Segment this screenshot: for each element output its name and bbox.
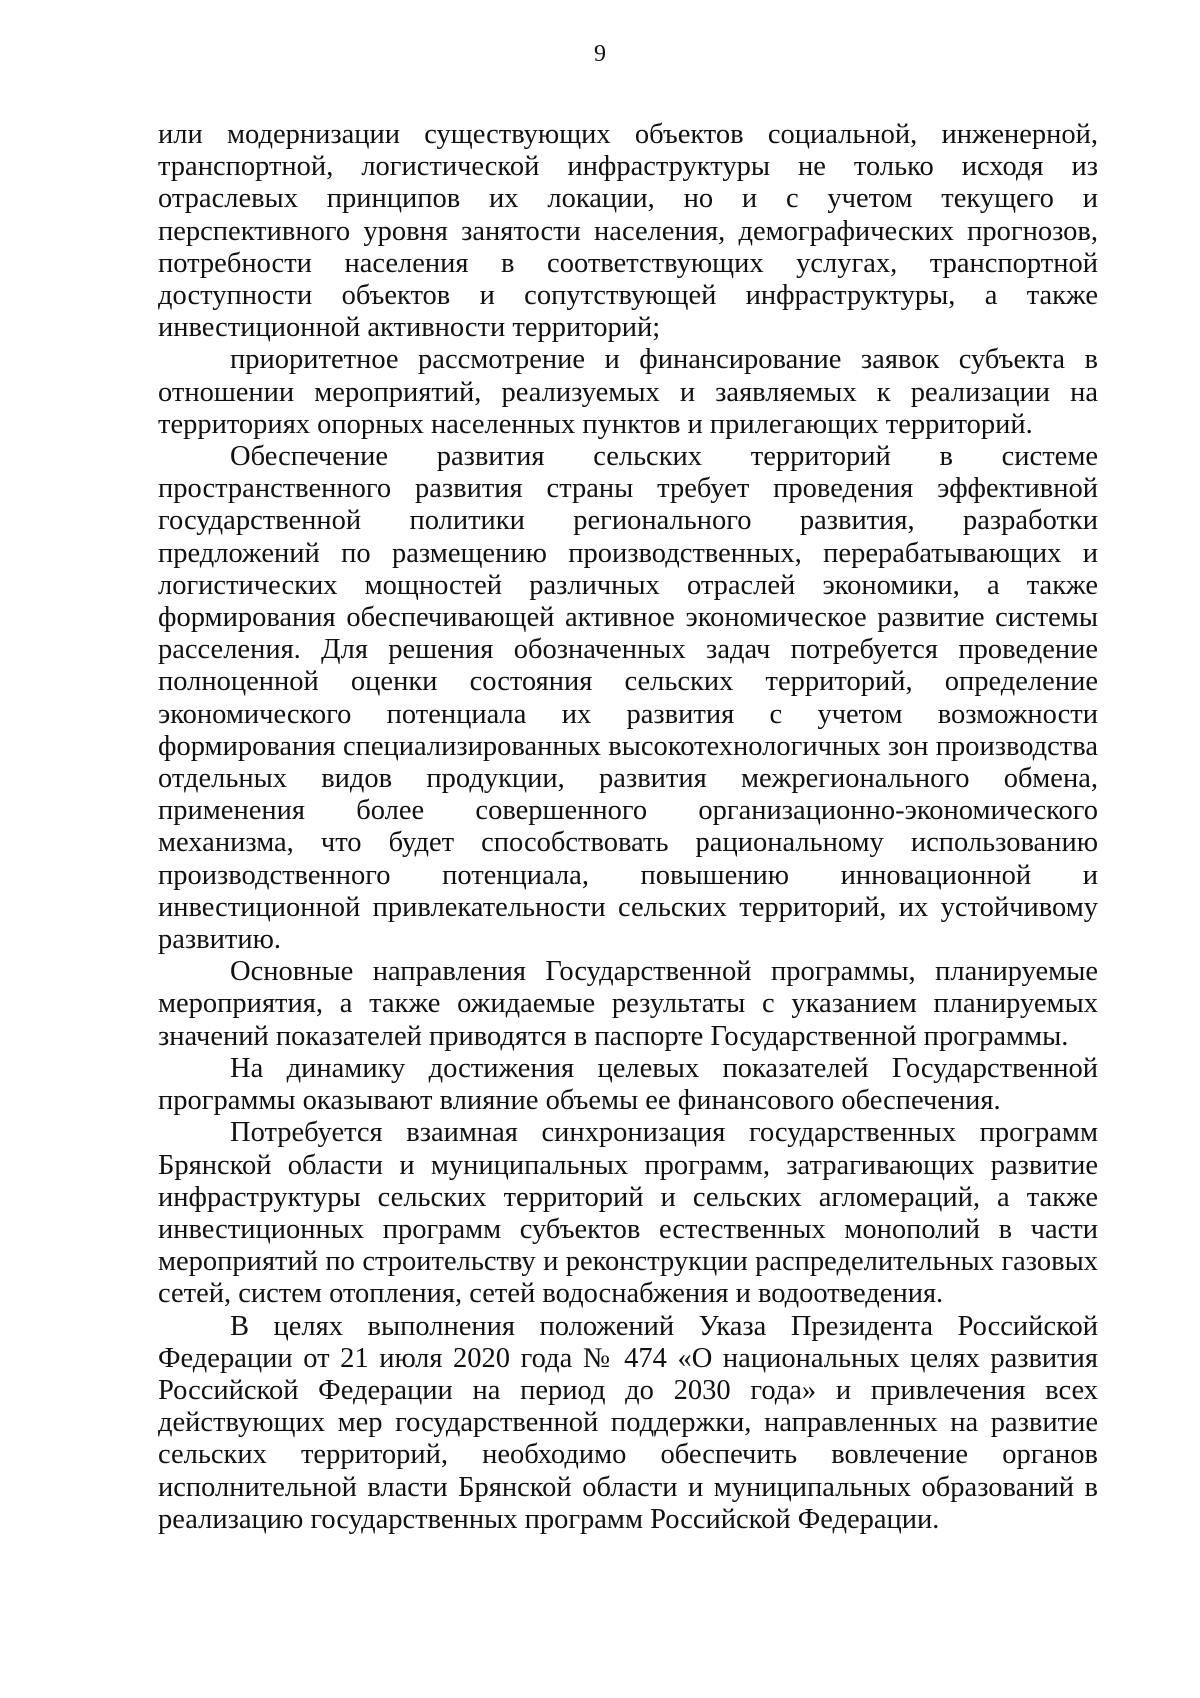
paragraph-1: или модернизации существующих объектов социальной, инженерной, транспортной, логистической инфраструктуры не только исходя из отраслевых принципов их локации, но и с учетом текущего и перспективного уровня занятости населения, демографических прогнозов, потребности населения в соответствующих услугах, транспортной доступности объектов и сопутствующей инфраструктуры, а также инвестиционной активности территорий; xyxy=(158,119,1098,344)
paragraph-5: На динамику достижения целевых показателей Государственной программы оказывают влияние объемы ее финансового обеспечения. xyxy=(158,1052,1098,1117)
paragraph-3: Обеспечение развития сельских территорий в системе пространственного развития страны требует проведения эффективной государственной политики регионального развития, разработки предложений по размещению производственных, перерабатывающих и логистических мощностей различных отраслей экономики, а также формирования обеспечивающей активное экономическое развитие системы расселения. Для решения обозначенных задач потребуется проведение полноценной оценки состояния сельских территорий, определение экономического потенциала их развития с учетом возможности формирования специализированных высокотехнологичных зон производства отдельных видов продукции, развития межрегионального обмена, применения более совершенного организационно-экономического механизма, что будет способствовать рациональному использованию производственного потенциала, повышению инновационной и инвестиционной привлекательности сельских территорий, их устойчивому развитию. xyxy=(158,441,1098,956)
paragraph-2: приоритетное рассмотрение и финансирование заявок субъекта в отношении мероприятий, реализуемых и заявляемых к реализации на территориях опорных населенных пунктов и прилегающих территорий. xyxy=(158,344,1098,440)
paragraph-4: Основные направления Государственной программы, планируемые мероприятия, а также ожидаемые результаты с указанием планируемых значений показателей приводятся в паспорте Государственной программы. xyxy=(158,956,1098,1052)
paragraph-6: Потребуется взаимная синхронизация государственных программ Брянской области и муниципальных программ, затрагивающих развитие инфраструктуры сельских территорий и сельских агломераций, а также инвестиционных программ субъектов естественных монополий в части мероприятий по строительству и реконструкции распределительных газовых сетей, систем отопления, сетей водоснабжения и водоотведения. xyxy=(158,1117,1098,1310)
document-body xyxy=(158,119,1098,1536)
page-number: 9 xyxy=(594,41,606,67)
paragraph-7: В целях выполнения положений Указа Президента Российской Федерации от 21 июля 2020 года № 474 «О национальных целях развития Российской Федерации на период до 2030 года» и привлечения всех действующих мер государственной поддержки, направленных на развитие сельских территорий, необходимо обеспечить вовлечение органов исполнительной власти Брянской области и муниципальных образований в реализацию государственных программ Российской Федерации. xyxy=(158,1310,1098,1535)
